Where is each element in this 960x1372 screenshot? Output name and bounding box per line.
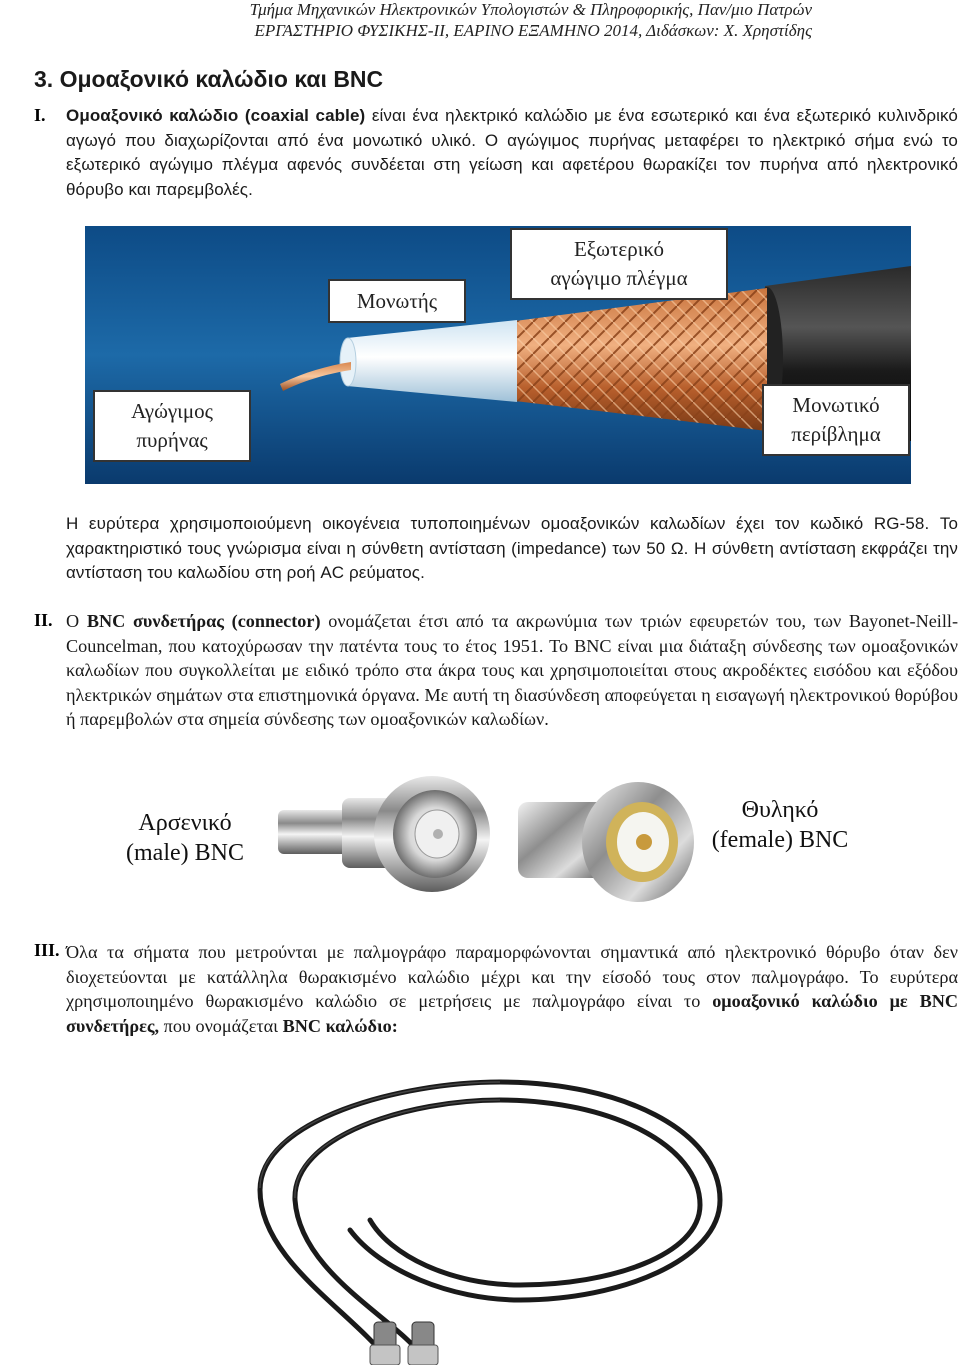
label-core-line-2: πυρήνας — [136, 428, 208, 452]
male-bnc-label — [100, 808, 270, 868]
section-3-text-2: που ονομάζεται — [159, 1015, 283, 1036]
label-braid — [510, 228, 728, 300]
section-3-bold-2: BNC καλώδιο: — [282, 1015, 398, 1036]
cable-plug-right — [408, 1322, 438, 1365]
bnc-cable-illustration — [200, 1060, 760, 1365]
male-bnc-illustration — [272, 772, 497, 907]
section-3-text-1: Όλα τα σήματα που μετρούνται με παλμογράφο παραμορφώνονται σημαντικά από ηλεκτρονικό θόρυβο όταν δεν διοχετεύονται με κατάλληλα θωρακισμένο καλώδιο μέχρι και την είσοδό τους στον παλμογράφο. Το ευρύτερα χρησιμοποιημένο θωρακισμένο καλώδιο σε μετρήσεις με παλμογράφο είναι το — [66, 942, 958, 1011]
section-2-text: ονομάζεται έτσι από τα ακρωνύμια των τριών εφευρετών του, των Bayonet-Neill-Councelman, που κατοχύρωσαν την πατέντα τους το έτος 1951. Το BNC είναι μια διάταξη σύνδεσης των ομοαξονικών καλωδίων που συγκολλείται με ειδικό τρόπο στα άκρα τους και χρησιμοποιείται στους ακροδέκτες εισόδου και εξόδου ηλεκτρικών σημάτων στα επιστημονικά όργανα. Με αυτή τη διασύνδεση αποφεύγεται η εισαγωγή ηλεκτρονικού θορύβου ή παρεμβολών στα σημεία σύνδεσης των ομοαξονικών καλωδίων. — [66, 611, 958, 729]
section-3-paragraph — [66, 940, 958, 1038]
female-bnc-photo — [500, 778, 700, 906]
cable-plug-left — [370, 1322, 400, 1365]
label-insulator: Μονωτής — [328, 279, 466, 323]
section-1-after-paragraph: Η ευρύτερα χρησιμοποιούμενη οικογένεια τυποποιημένων ομοαξονικών καλωδίων έχει τον κωδικό RG-58. Το χαρακτηριστικό τους γνώρισμα είναι η σύνθετη αντίσταση (impedance) των 50 Ω. Η σύνθετη αντίσταση εκφράζει την αντίσταση του καλωδίου στη ροή AC ρεύματος. — [66, 514, 958, 582]
female-bnc-label — [700, 795, 860, 855]
bnc-cable-photo — [200, 1060, 760, 1365]
section-2-paragraph — [66, 609, 958, 732]
bnc-term: BNC συνδετήρας (connector) — [86, 611, 321, 631]
section-3-numeral: III. — [34, 940, 60, 960]
label-braid-line-1: Εξωτερικό — [573, 237, 665, 261]
section-2-lead: Ο — [66, 611, 87, 631]
female-bnc-illustration — [500, 778, 700, 906]
header-line-1: Τμήμα Μηχανικών Ηλεκτρονικών Υπολογιστών & Πληροφορικής, Παν/μιο Πατρών — [249, 0, 812, 19]
label-core-line-1: Αγώγιμος — [131, 399, 213, 423]
section-2-numeral: II. — [34, 610, 53, 630]
section-1-paragraph — [66, 104, 958, 202]
label-jacket — [762, 384, 910, 456]
female-bnc-label-line-1: Θυληκό — [741, 797, 819, 823]
label-braid-line-2: αγώγιμο πλέγμα — [550, 266, 688, 290]
male-bnc-photo — [272, 772, 497, 907]
section-3-bold-1: ομοαξονικό καλώδιο με BNC συνδετήρες, — [66, 991, 958, 1036]
male-bnc-label-line-2: (male) BNC — [126, 840, 244, 866]
female-bnc-label-line-2: (female) BNC — [711, 827, 849, 853]
label-core — [93, 390, 251, 462]
coaxial-term: Ομοαξονικό καλώδιο (coaxial cable) — [66, 106, 366, 125]
header-line-2: ΕΡΓΑΣΤΗΡΙΟ ΦΥΣΙΚΗΣ-ΙΙ, ΕΑΡΙΝΟ ΕΞΑΜΗΝΟ 2014, Διδάσκων: Χ. Χρηστίδης — [254, 21, 812, 40]
coax-cable-photo — [85, 226, 911, 484]
male-bnc-label-line-1: Αρσενικό — [138, 810, 232, 836]
section-1-text: είναι ένα ηλεκτρικό καλώδιο με ένα εσωτερικό και ένα εξωτερικό κυλινδρικό αγωγό που διαχωρίζονται από ένα μονωτικό υλικό. Ο αγώγιμος πυρήνας μεταφέρει το ηλεκτρικό σήμα ενώ το εξωτερικό αγώγιμο πλέγμα αφενός συνδέεται στη γείωση και αφετέρου θωρακίζει τον πυρήνα από ηλεκτρονικό θόρυβο και παρεμβολές. — [66, 106, 958, 199]
label-jacket-line-2: περίβλημα — [791, 422, 881, 446]
label-jacket-line-1: Μονωτικό — [792, 393, 880, 417]
section-title: 3. Ομοαξονικό καλώδιο και BNC — [34, 66, 384, 92]
section-1-numeral: I. — [34, 105, 46, 125]
